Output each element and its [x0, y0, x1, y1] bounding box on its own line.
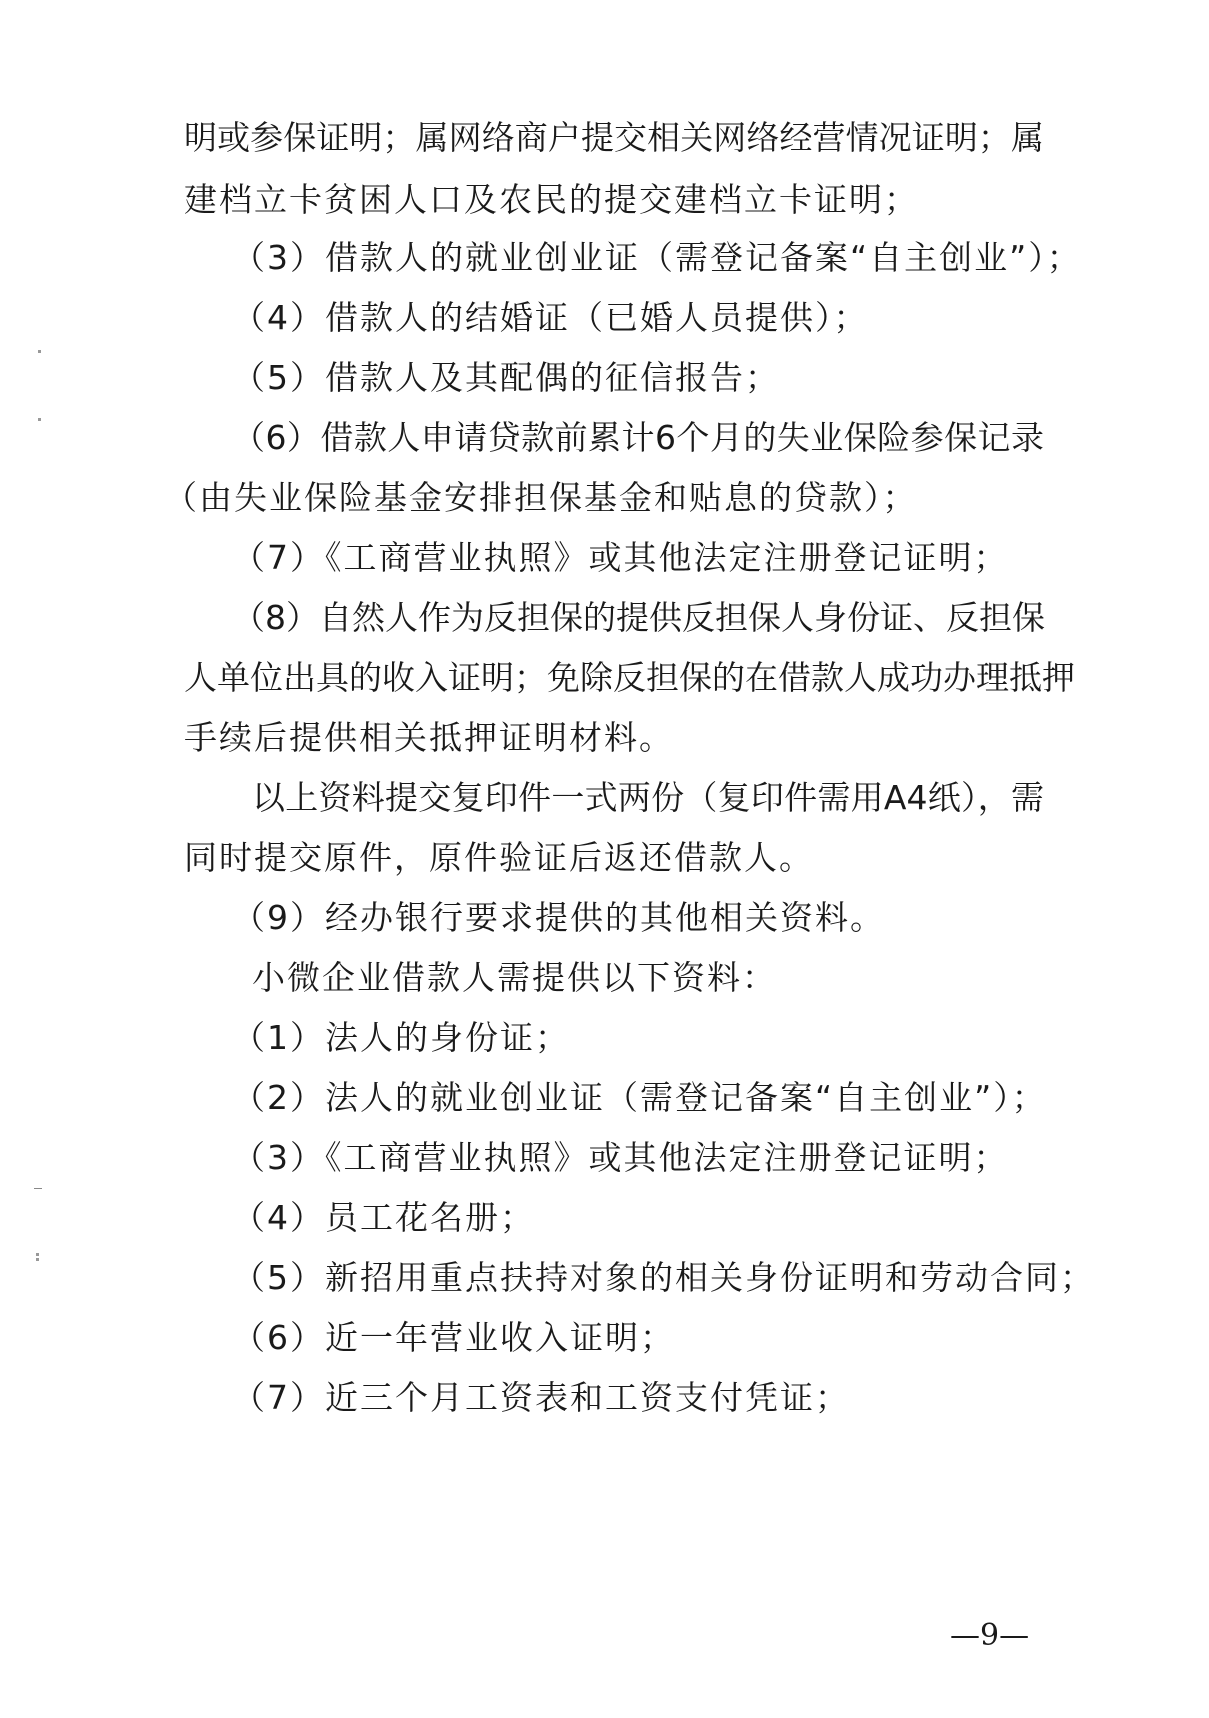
- list-item: （1）法人的身份证；: [232, 1018, 570, 1057]
- list-item: （9）经办银行要求提供的其他相关资料。: [232, 898, 885, 937]
- list-item: （4）员工花名册；: [232, 1198, 535, 1237]
- text-line: （由失业保险基金安排担保基金和贴息的贷款）；: [164, 478, 918, 517]
- list-item: （7）《工商营业执照》或其他法定注册登记证明；: [232, 538, 1009, 577]
- list-item: （4）借款人的结婚证（已婚人员提供）；: [232, 298, 869, 337]
- list-item: （2）法人的就业创业证（需登记备案“自主创业”）；: [232, 1078, 1047, 1117]
- list-item: （3）借款人的就业创业证（需登记备案“自主创业”）；: [232, 238, 1082, 277]
- list-item: （8）自然人作为反担保的提供反担保人身份证、反担保: [232, 598, 1045, 637]
- page-number: —9—: [950, 1618, 1030, 1653]
- scan-mark: [34, 1188, 42, 1189]
- scan-mark: [36, 1258, 39, 1261]
- list-item: （6）近一年营业收入证明；: [232, 1318, 675, 1357]
- list-item: （7）近三个月工资表和工资支付凭证；: [232, 1378, 850, 1417]
- paragraph-line: 以上资料提交复印件一式两份（复印件需用A4纸），需: [252, 778, 1044, 817]
- text-line: 手续后提供相关抵押证明材料。: [184, 718, 674, 757]
- text-line: 人单位出具的收入证明；免除反担保的在借款人成功办理抵押: [184, 658, 1075, 697]
- section-intro: 小微企业借款人需提供以下资料：: [252, 958, 777, 997]
- scan-mark: [36, 1253, 39, 1256]
- list-item: （6）借款人申请贷款前累计6个月的失业保险参保记录: [232, 418, 1044, 457]
- list-item: （3）《工商营业执照》或其他法定注册登记证明；: [232, 1138, 1009, 1177]
- text-line: 同时提交原件，原件验证后返还借款人。: [184, 838, 814, 877]
- list-item: （5）新招用重点扶持对象的相关身份证明和劳动合同；: [232, 1258, 1095, 1297]
- scan-mark: [38, 350, 41, 353]
- scan-mark: [38, 418, 41, 421]
- list-item: （5）借款人及其配偶的征信报告；: [232, 358, 780, 397]
- text-line: 明或参保证明；属网络商户提交相关网络经营情况证明；属: [184, 118, 1044, 157]
- text-line: 建档立卡贫困人口及农民的提交建档立卡证明；: [184, 180, 919, 219]
